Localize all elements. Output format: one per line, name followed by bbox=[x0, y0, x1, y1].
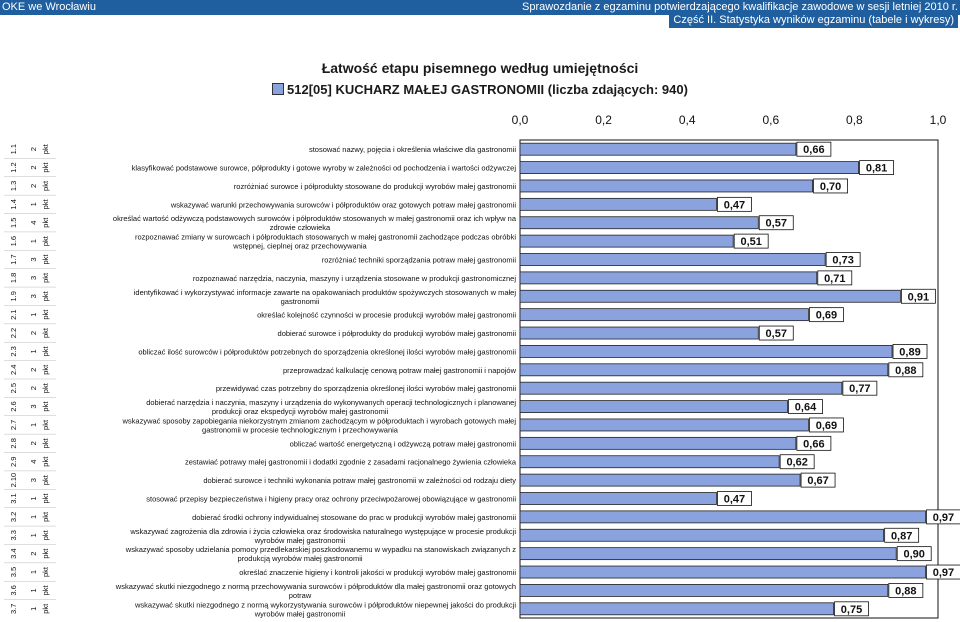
x-tick-label: 0,0 bbox=[511, 113, 529, 127]
bar bbox=[520, 529, 884, 541]
skill-points: 3 bbox=[29, 275, 38, 280]
category-label: dobierać narzędzia i naczynia, maszyny i urządzenia do wykonywanych operacji technologicznych i planowanej bbox=[146, 398, 516, 408]
skill-points: 4 bbox=[29, 220, 38, 225]
category-label: określać kolejność czynności w procesie produkcji wyrobów małej gastronomii bbox=[257, 310, 516, 320]
skill-unit: pkt bbox=[41, 419, 50, 430]
skill-unit: pkt bbox=[41, 475, 50, 486]
bar bbox=[520, 180, 813, 192]
skill-unit: pkt bbox=[41, 456, 50, 467]
skill-points: 1 bbox=[29, 606, 38, 611]
chart-title: Łatwość etapu pisemnego według umiejętności bbox=[321, 60, 639, 76]
skill-points: 1 bbox=[29, 349, 38, 354]
skill-points: 2 bbox=[29, 367, 38, 372]
category-label: wskazywać skutki niezgodnego z normą wykorzystywania surowców i półproduktów niepewnej jakości do produkcji bbox=[134, 600, 516, 610]
category-label: produkcji oraz ekspedycji wyrobów małej gastronomii bbox=[211, 407, 389, 417]
x-tick-label: 0,2 bbox=[595, 113, 612, 127]
skill-code: 2.1 bbox=[9, 309, 18, 320]
skill-unit: pkt bbox=[41, 438, 50, 449]
value-label: 0,88 bbox=[895, 364, 917, 377]
skill-unit: pkt bbox=[41, 364, 50, 375]
category-label: wskazywać zagrożenia dla zdrowia i życia człowieka oraz środowiska naturalnego występujące w procesie produkcji bbox=[130, 526, 516, 536]
skill-unit: pkt bbox=[41, 199, 50, 210]
bar bbox=[520, 493, 716, 505]
skill-code: 2.9 bbox=[9, 456, 18, 467]
category-label: stosować przepisy bezpieczeństwa i higieny pracy oraz ochrony przeciwpożarowej obowiązujące w gastronomii bbox=[146, 494, 516, 504]
value-label: 0,51 bbox=[740, 236, 762, 249]
x-tick-label: 0,4 bbox=[678, 113, 696, 127]
bar bbox=[520, 345, 892, 357]
value-label: 0,90 bbox=[903, 548, 925, 561]
legend-label: 512[05] KUCHARZ MAŁEJ GASTRONOMII (liczba zdających: 940) bbox=[287, 82, 688, 97]
skill-points: 3 bbox=[29, 294, 38, 299]
skill-code: 1.3 bbox=[9, 180, 18, 192]
category-label: wskazywać sposoby zapobiegania niekorzystnym zmianom zachodzącym w półproduktach i wyrobach gotowych małej bbox=[122, 416, 516, 426]
skill-code: 2.8 bbox=[9, 438, 18, 449]
skill-code: 1.7 bbox=[9, 254, 18, 265]
category-label: wstępnej, cieplnej oraz przechowywania bbox=[233, 241, 367, 251]
value-label: 0,66 bbox=[803, 144, 825, 157]
x-tick-label: 0,6 bbox=[762, 113, 780, 127]
category-label: określać znaczenie higieny i kontroli jakości w produkcji wyrobów małej gastronomii bbox=[239, 568, 516, 578]
category-label: rozpoznawać zmiany w surowcach i półproduktach stosowanych w małej gastronomii zachodzące podczas obróbki bbox=[134, 232, 516, 242]
category-label: przeprowadzać kalkulację cenową potraw małej gastronomii i napojów bbox=[282, 365, 516, 375]
skill-code: 3.3 bbox=[9, 530, 18, 541]
skill-unit: pkt bbox=[41, 254, 50, 265]
category-label: rozróżniać surowce i półprodukty stosowane do produkcji wyrobów małej gastronomii bbox=[233, 181, 516, 191]
skill-code: 3.2 bbox=[9, 511, 18, 523]
skill-code: 3.4 bbox=[9, 548, 18, 559]
category-label: dobierać surowce i półprodukty do produkcji wyrobów małej gastronomii bbox=[277, 329, 516, 339]
skill-unit: pkt bbox=[41, 511, 50, 522]
value-label: 0,57 bbox=[765, 328, 787, 341]
skill-points: 1 bbox=[29, 312, 38, 317]
skill-code: 2.6 bbox=[9, 401, 18, 412]
skill-code: 2.5 bbox=[9, 382, 18, 394]
skill-points: 2 bbox=[29, 551, 38, 556]
value-label: 0,88 bbox=[895, 585, 917, 598]
value-label: 0,81 bbox=[865, 162, 888, 175]
category-label: obliczać ilość surowców i półproduktów potrzebnych do sporządzenia określonej ilości wyrobów małej gastronomii bbox=[138, 347, 516, 357]
bar bbox=[520, 162, 859, 174]
skill-code: 1.6 bbox=[9, 235, 18, 247]
skill-code: 2.10 bbox=[9, 472, 18, 488]
skill-code: 1.8 bbox=[9, 272, 18, 284]
bar bbox=[520, 566, 925, 578]
skill-unit: pkt bbox=[41, 217, 50, 228]
category-label: gastronomii bbox=[280, 296, 320, 306]
value-label: 0,77 bbox=[849, 383, 871, 396]
skill-unit: pkt bbox=[41, 328, 50, 339]
skill-code: 3.1 bbox=[9, 493, 18, 504]
skill-unit: pkt bbox=[41, 346, 50, 357]
skill-points: 4 bbox=[29, 459, 38, 464]
skill-points: 3 bbox=[29, 478, 38, 483]
skill-points: 2 bbox=[29, 183, 38, 189]
skill-unit: pkt bbox=[41, 236, 50, 247]
skill-unit: pkt bbox=[41, 309, 50, 320]
value-label: 0,67 bbox=[807, 475, 829, 488]
section-title: Część II. Statystyka wyników egzaminu (tabele i wykresy) bbox=[669, 14, 958, 28]
bar bbox=[520, 603, 834, 615]
bar bbox=[520, 474, 800, 486]
bar bbox=[520, 327, 758, 339]
category-label: dobierać surowce i techniki wykonania potraw małej gastronomii w zależności od rodzaju diety bbox=[203, 476, 516, 486]
skill-code: 1.2 bbox=[9, 162, 18, 173]
skill-unit: pkt bbox=[41, 493, 50, 504]
skill-code: 1.4 bbox=[9, 199, 18, 210]
bar bbox=[520, 217, 758, 229]
skill-unit: pkt bbox=[41, 383, 50, 394]
category-label: wyrobów małej gastronomii bbox=[254, 609, 346, 619]
skill-unit: pkt bbox=[41, 401, 50, 412]
skill-points: 1 bbox=[29, 569, 38, 575]
bar bbox=[520, 419, 808, 431]
category-label: wskazywać warunki przechowywania surowców i półproduktów oraz gotowych potraw małej gastronomii bbox=[170, 200, 516, 210]
skill-unit: pkt bbox=[41, 272, 50, 283]
value-label: 0,87 bbox=[890, 530, 913, 543]
skill-unit: pkt bbox=[41, 548, 50, 559]
skill-points: 2 bbox=[29, 147, 38, 152]
bar bbox=[520, 143, 796, 155]
skill-code: 3.6 bbox=[9, 585, 18, 596]
category-label: obliczać wartość energetyczną i odżywczą potraw małej gastronomii bbox=[289, 439, 516, 449]
skill-points: 3 bbox=[29, 257, 38, 262]
skill-code: 2.3 bbox=[9, 346, 18, 357]
category-label: identyfikować i wykorzystywać informacje zawarte na opakowaniach produktów spożywczych stosowanych w małej bbox=[133, 287, 516, 297]
category-label: zdrowie człowieka bbox=[269, 223, 331, 233]
skill-points: 1 bbox=[29, 588, 38, 593]
x-tick-label: 1,0 bbox=[929, 113, 947, 127]
skill-points: 1 bbox=[29, 422, 38, 428]
value-label: 0,57 bbox=[765, 217, 787, 230]
value-label: 0,69 bbox=[815, 309, 838, 322]
skill-points: 2 bbox=[29, 386, 38, 391]
skill-unit: pkt bbox=[41, 291, 50, 302]
bar bbox=[520, 437, 796, 449]
bar bbox=[520, 254, 825, 266]
skill-points: 1 bbox=[29, 496, 38, 501]
category-label: wskazywać sposoby udzielania pomocy przedlekarskiej poszkodowanemu w wypadku na stanowiskach związanych z bbox=[125, 545, 516, 555]
skill-points: 1 bbox=[29, 533, 38, 538]
skill-code: 1.9 bbox=[9, 291, 18, 302]
value-label: 0,66 bbox=[803, 438, 825, 451]
category-label: potraw bbox=[288, 590, 312, 600]
value-label: 0,71 bbox=[824, 272, 846, 285]
skill-points: 1 bbox=[29, 514, 38, 519]
skill-unit: pkt bbox=[41, 530, 50, 541]
bar bbox=[520, 401, 788, 413]
org-name: OKE we Wrocławiu bbox=[2, 1, 96, 13]
category-label: rozpoznawać narzędzia, naczynia, maszyny i urządzenia stosowane w produkcji gastronomicznej bbox=[192, 273, 516, 283]
category-label: rozróżniać techniki sporządzania potraw małej gastronomii bbox=[321, 255, 516, 265]
skill-code: 2.2 bbox=[9, 327, 18, 339]
skill-points: 1 bbox=[29, 202, 38, 207]
category-label: określać wartość odżywczą podstawowych surowców i półproduktów stosowanych w małej gastronomii oraz ich wpływ na bbox=[112, 214, 516, 224]
category-label: dobierać środki ochrony indywidualnej stosowane do prac w produkcji wyrobów małej gastronomii bbox=[192, 512, 516, 522]
bar bbox=[520, 290, 900, 302]
bar bbox=[520, 584, 888, 596]
value-label: 0,47 bbox=[723, 493, 746, 506]
category-label: klasyfikować podstawowe surowce, półprodukty i gotowe wyroby w zależności od pochodzenia i wartości odżywczej bbox=[131, 163, 516, 173]
category-label: produkcją wyrobów małej gastronomii bbox=[237, 554, 363, 564]
bar bbox=[520, 198, 716, 210]
skill-unit: pkt bbox=[41, 567, 50, 578]
value-label: 0,62 bbox=[786, 456, 808, 469]
skill-code: 3.5 bbox=[9, 566, 18, 578]
skill-points: 2 bbox=[29, 441, 38, 446]
value-label: 0,97 bbox=[932, 567, 955, 580]
category-label: wskazywać skutki niezgodnego z normą przechowywania surowców i półproduktów dla małej gastronomii oraz gotowych bbox=[115, 581, 516, 591]
bar bbox=[520, 272, 817, 284]
value-label: 0,73 bbox=[832, 254, 854, 267]
skill-points: 2 bbox=[29, 165, 38, 170]
skill-points: 1 bbox=[29, 239, 38, 244]
bar bbox=[520, 548, 896, 560]
bar bbox=[520, 309, 808, 321]
skill-code: 2.7 bbox=[9, 419, 18, 431]
bar bbox=[520, 364, 888, 376]
value-label: 0,70 bbox=[819, 180, 842, 193]
bar bbox=[520, 511, 925, 523]
category-label: zestawiać potrawy małej gastronomii i dodatki zgodnie z zasadami racjonalnego żywienia człowieka bbox=[185, 457, 516, 467]
skill-points: 3 bbox=[29, 404, 38, 409]
bar bbox=[520, 235, 733, 247]
value-label: 0,64 bbox=[794, 401, 817, 414]
skill-code: 1.1 bbox=[9, 143, 18, 155]
skill-unit: pkt bbox=[41, 180, 50, 191]
x-tick-label: 0,8 bbox=[846, 113, 863, 127]
category-label: stosować nazwy, pojęcia i określenia właściwe dla gastronomii bbox=[308, 145, 516, 155]
skill-unit: pkt bbox=[41, 144, 50, 155]
category-label: przewidywać czas potrzebny do sporządzenia określonej ilości wyrobów małej gastronomii bbox=[215, 384, 516, 394]
bar bbox=[520, 456, 779, 468]
skill-unit: pkt bbox=[41, 585, 50, 596]
value-label: 0,69 bbox=[815, 419, 838, 432]
value-label: 0,89 bbox=[899, 346, 921, 359]
category-label: gastronomii w procesie technologicznym i przechowywania bbox=[202, 425, 398, 435]
skill-points: 2 bbox=[29, 330, 38, 336]
value-label: 0,91 bbox=[907, 291, 930, 304]
skill-code: 3.7 bbox=[9, 603, 18, 615]
report-title: Sprawozdanie z egzaminu potwierdzającego kwalifikacje zawodowe w sesji letniej 2010 r. bbox=[522, 1, 958, 13]
skill-unit: pkt bbox=[41, 603, 50, 614]
bar bbox=[520, 382, 842, 394]
value-label: 0,75 bbox=[840, 603, 863, 616]
skill-code: 1.5 bbox=[9, 217, 18, 228]
value-label: 0,97 bbox=[932, 511, 955, 524]
category-label: wyrobów małej gastronomii bbox=[254, 535, 346, 545]
skill-code: 2.4 bbox=[9, 364, 18, 376]
skill-unit: pkt bbox=[41, 162, 50, 173]
value-label: 0,47 bbox=[723, 199, 746, 212]
